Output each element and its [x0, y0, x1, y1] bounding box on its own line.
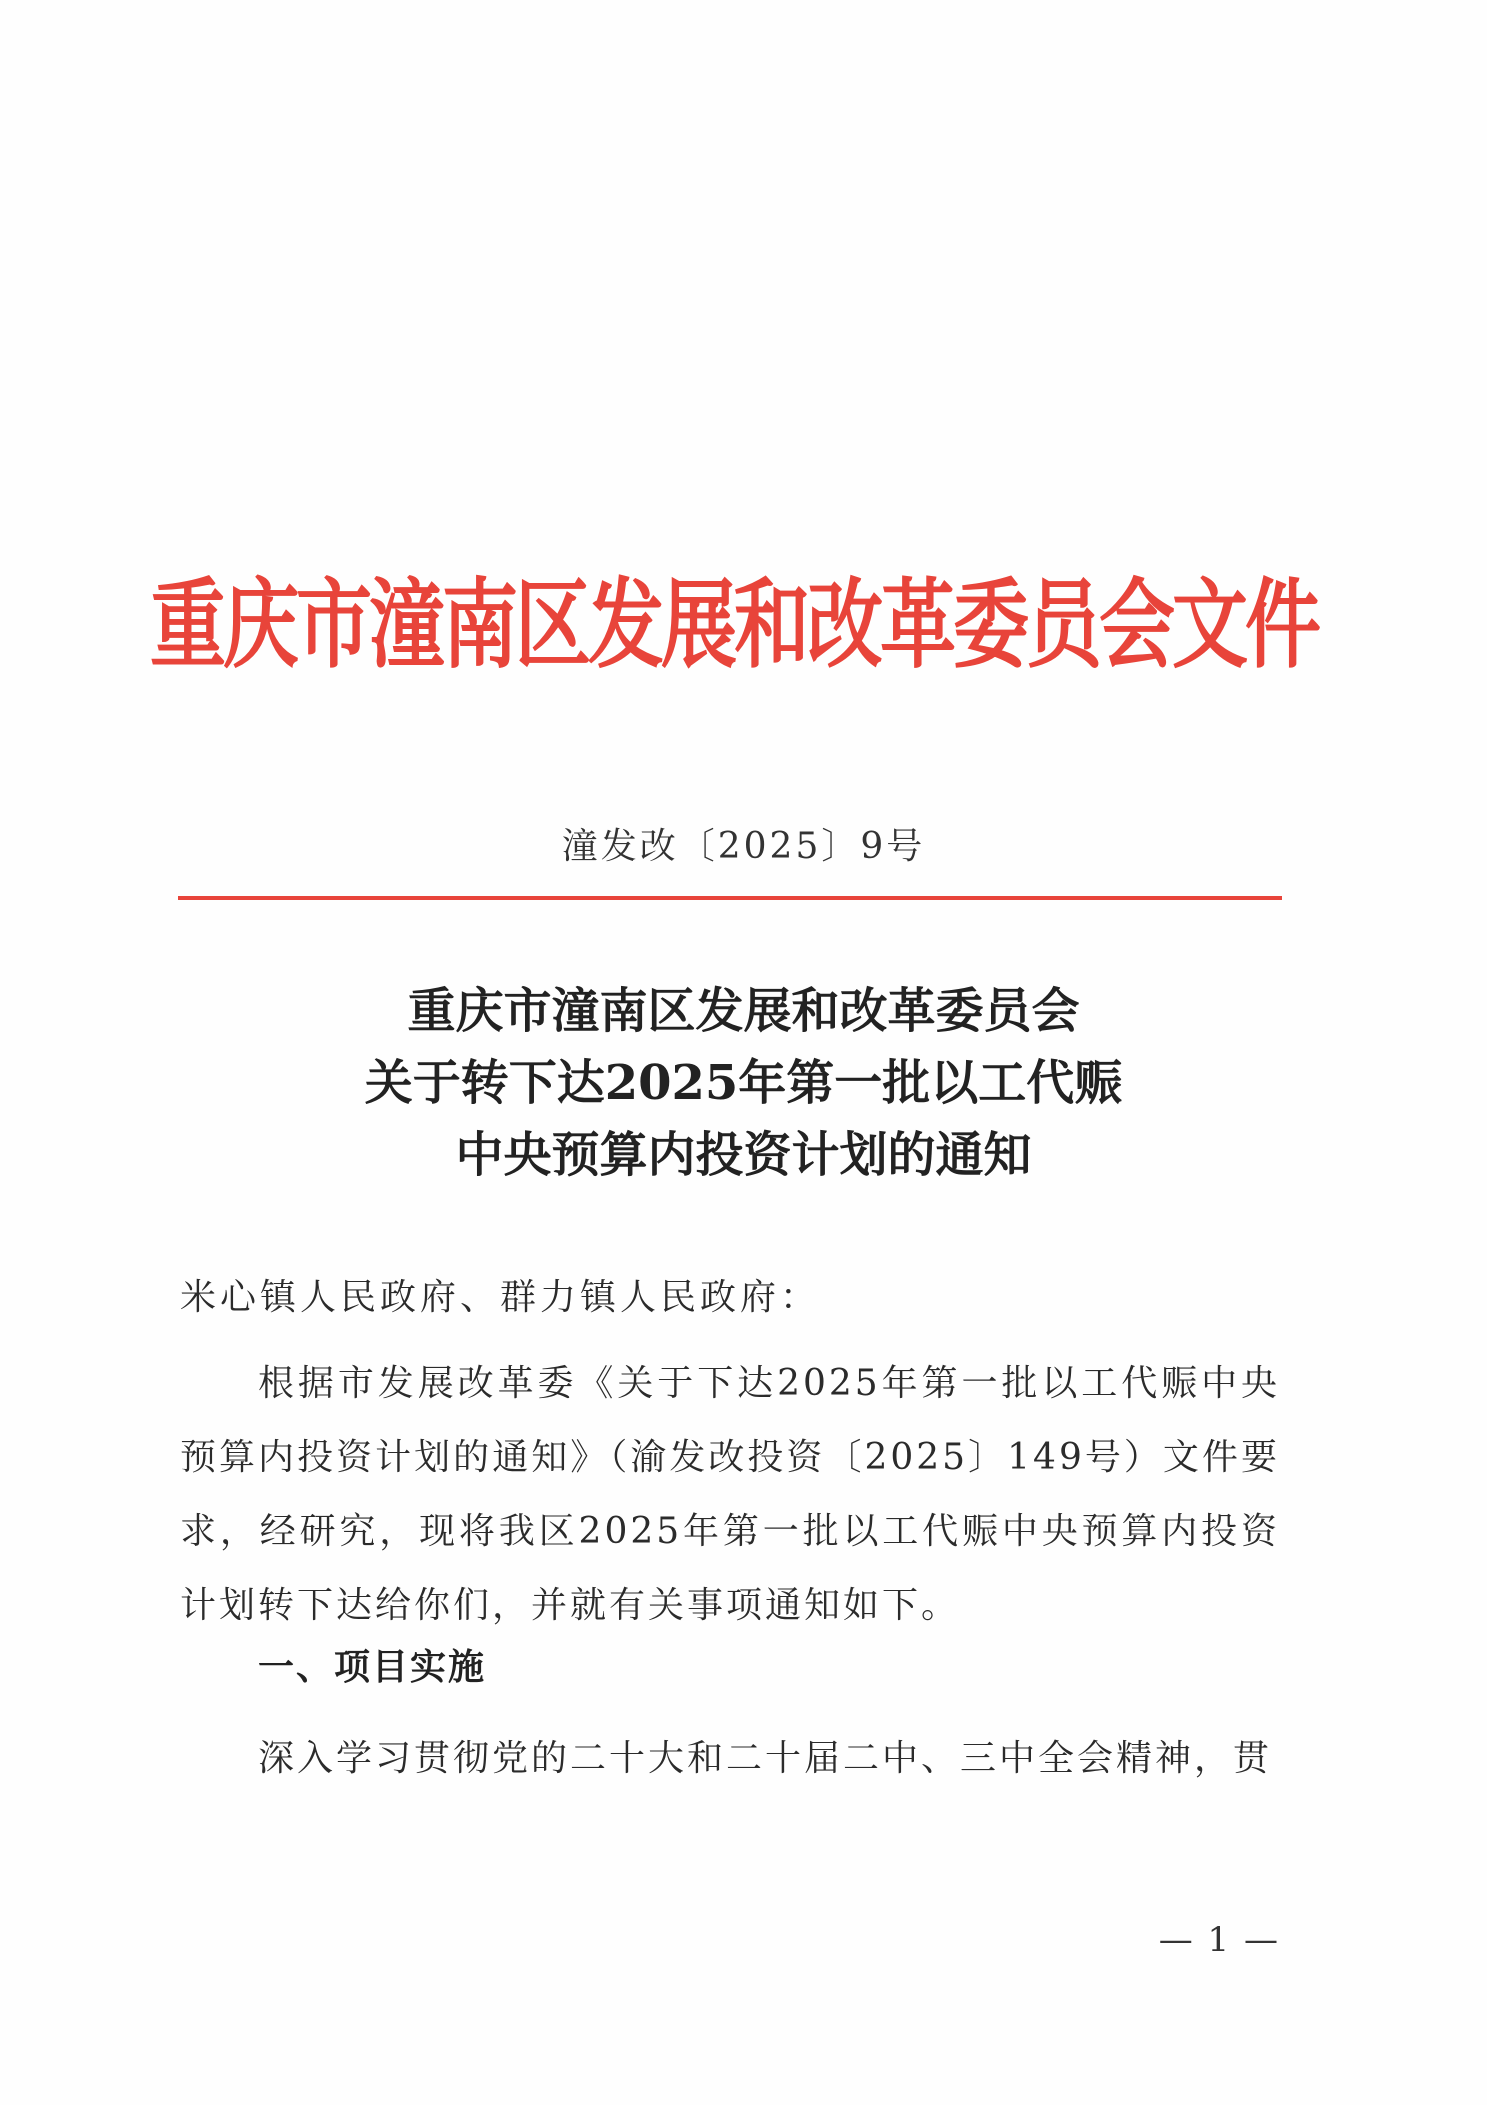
- recipient-line: 米心镇人民政府、群力镇人民政府：: [180, 1277, 821, 1318]
- body-paragraph-1: 根据市发展改革委《关于下达2025年第一批以工代赈中央预算内投资计划的通知》（渝发改投资〔2025〕149号）文件要求，经研究，现将我区2025年第一批以工代赈中央预算内投资计划转下达给你们，并就有关事项通知如下。: [180, 1363, 1280, 1626]
- title-line-2: 关于转下达2025年第一批以工代赈: [364, 1055, 1123, 1111]
- document-number: 潼发改〔2025〕9号: [561, 826, 926, 867]
- red-divider-line: [178, 896, 1282, 900]
- notice-title: [0, 975, 1487, 1191]
- red-masthead-title: 重庆市潼南区发展和改革委员会文件: [150, 567, 1318, 682]
- body-paragraph-2: 深入学习贯彻党的二十大和二十届二中、三中全会精神，贯: [258, 1738, 1273, 1779]
- title-line-1: 重庆市潼南区发展和改革委员会: [407, 983, 1080, 1039]
- page-number: — 1 —: [1158, 1920, 1280, 1960]
- title-line-3: 中央预算内投资计划的通知: [455, 1127, 1032, 1183]
- section-heading-project-implementation: 一、项目实施: [258, 1647, 487, 1688]
